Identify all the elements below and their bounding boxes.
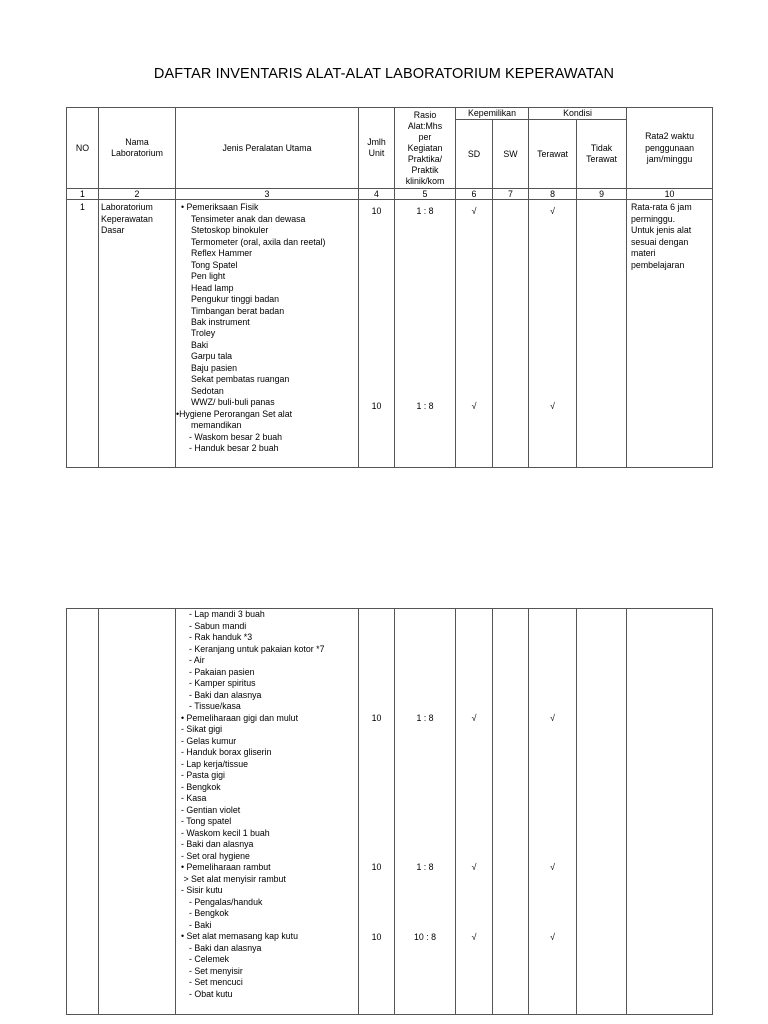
- row-jmlh: 10 10 10: [359, 609, 395, 1015]
- inventory-table-page2: [66, 608, 713, 1015]
- header-nama: Nama Laboratorium: [99, 108, 176, 189]
- row-nama: Laboratorium Keperawatan Dasar: [99, 200, 176, 468]
- row-rata2: [627, 609, 713, 1015]
- col-number: 4: [359, 189, 395, 200]
- row-sw: [493, 200, 529, 468]
- row-sd: √ √ √: [456, 609, 493, 1015]
- col-number: 1: [67, 189, 99, 200]
- page-title: DAFTAR INVENTARIS ALAT-ALAT LABORATORIUM KEPERAWATAN: [153, 66, 615, 82]
- header-terawat: Terawat: [529, 120, 577, 189]
- col-number: 6: [456, 189, 493, 200]
- header-jenis: Jenis Peralatan Utama: [176, 108, 359, 189]
- row-sd: √ √: [456, 200, 493, 468]
- col-number: 2: [99, 189, 176, 200]
- row-terawat: √ √: [529, 200, 577, 468]
- row-rasio: 1 : 8 1 : 8: [395, 200, 456, 468]
- header-sw: SW: [493, 120, 529, 189]
- row-no: 1: [67, 200, 99, 468]
- row-no: [67, 609, 99, 1015]
- row-jenis-list: • Pemeriksaan Fisik Tensimeter anak dan dewasa Stetoskop binokuler Termometer (oral, axila dan reetal) Reflex Hammer Tong Spatel Pen light Head lamp Pengukur tinggi badan Timbangan berat badan Bak instrument Troley Baki Garpu tala Baju pasien Sekat pembatas ruangan Sedotan WWZ/ buli-buli panas •Hygiene Perorangan Set alat memandikan - Waskom besar 2 buah - Handuk besar 2 buah: [176, 200, 359, 468]
- header-rata2: Rata2 waktu penggunaan jam/minggu: [627, 108, 713, 189]
- header-no: NO: [67, 108, 99, 189]
- row-terawat: √ √ √: [529, 609, 577, 1015]
- col-number: 9: [577, 189, 627, 200]
- col-number: 7: [493, 189, 529, 200]
- inventory-table-page1: [66, 107, 713, 468]
- row-tidak-terawat: [577, 200, 627, 468]
- row-rasio: 1 : 8 1 : 8 10 : 8: [395, 609, 456, 1015]
- row-jenis-list: - Lap mandi 3 buah - Sabun mandi - Rak handuk *3 - Keranjang untuk pakaian kotor *7 - Air - Pakaian pasien - Kamper spiritus - Baki dan alasnya - Tissue/kasa • Pemeliharaan gigi dan mulut - Sikat gigi - Gelas kumur - Handuk borax gliserin - Lap kerja/tissue - Pasta gigi - Bengkok - Kasa - Gentian violet - Tong spatel - Waskom kecil 1 buah - Baki dan alasnya - Set oral hygiene • Pemeliharaan rambut > Set alat menyisir rambut - Sisir kutu - Pengalas/handuk - Bengkok - Baki • Set alat memasang kap kutu - Baki dan alasnya - Celemek - Set menyisir - Set mencuci - Obat kutu: [176, 609, 359, 1015]
- header-tidak-terawat: Tidak Terawat: [577, 120, 627, 189]
- row-rata2: Rata-rata 6 jam perminggu. Untuk jenis alat sesuai dengan materi pembelajaran: [627, 200, 713, 468]
- header-jmlh: Jmlh Unit: [359, 108, 395, 189]
- col-number: 8: [529, 189, 577, 200]
- header-kepemilikan: Kepemilikan: [456, 108, 529, 120]
- row-sw: [493, 609, 529, 1015]
- header-rasio: Rasio Alat:Mhs per Kegiatan Praktika/ Praktik klinik/kom: [395, 108, 456, 189]
- col-number: 3: [176, 189, 359, 200]
- col-number: 10: [627, 189, 713, 200]
- col-number: 5: [395, 189, 456, 200]
- row-jmlh: 10 10: [359, 200, 395, 468]
- row-nama: [99, 609, 176, 1015]
- header-sd: SD: [456, 120, 493, 189]
- row-tidak-terawat: [577, 609, 627, 1015]
- header-kondisi: Kondisi: [529, 108, 627, 120]
